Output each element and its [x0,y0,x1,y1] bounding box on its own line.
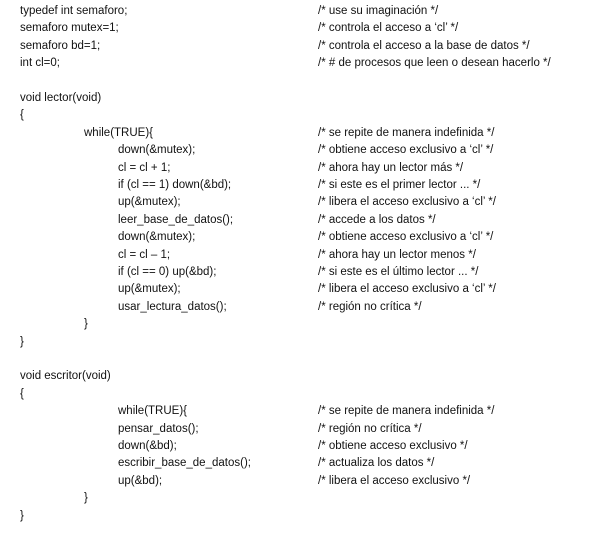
code-comment: /* controla el acceso a la base de datos */ [318,39,530,52]
code-comment: /* se repite de manera indefinida */ [318,405,495,418]
code-line [0,490,611,506]
code-comment: /* # de procesos que leen o desean hacerlo */ [318,57,551,70]
code-comment: /* controla el acceso a ‘cl’ */ [318,22,459,35]
code-line [0,316,611,332]
code-text: } [20,335,24,348]
code-line [0,334,611,350]
code-text: void lector(void) [20,92,102,104]
code-line [0,142,611,158]
code-line [0,281,611,297]
code-line [0,403,611,419]
code-text: cl = cl – 1; [118,248,171,261]
code-line [0,125,611,141]
code-comment: /* se repite de manera indefinida */ [318,126,495,139]
code-text: void escritor(void) [20,370,111,383]
code-text: up(&mutex); [118,196,181,209]
code-line [0,508,611,524]
code-text: } [84,318,88,331]
code-line [0,38,611,54]
code-line [0,177,611,193]
code-comment: /* región no crítica */ [318,422,422,435]
code-comment: /* región no crítica */ [318,300,422,313]
code-line [0,107,611,123]
code-comment: /* si este es el primer lector ... */ [318,179,481,191]
code-text: } [84,492,88,505]
code-comment: /* obtiene acceso exclusivo a ‘cl’ */ [318,144,494,157]
code-text: leer_base_de_datos(); [118,213,234,226]
code-comment: /* libera el acceso exclusivo a ‘cl’ */ [318,283,496,296]
code-line [0,194,611,210]
code-comment: /* obtiene acceso exclusivo a ‘cl’ */ [318,231,494,244]
code-line [0,3,611,19]
code-comment: /* use su imaginación */ [318,5,439,17]
code-line [0,438,611,454]
code-line [0,368,611,384]
code-comment: /* si este es el último lector ... */ [318,266,479,278]
code-line [0,473,611,489]
code-text: escribir_base_de_datos(); [118,457,251,470]
code-line [0,55,611,71]
code-text: cl = cl + 1; [118,161,171,174]
code-comment: /* ahora hay un lector menos */ [318,248,476,261]
code-text: pensar_datos(); [118,422,199,435]
code-text: { [20,109,24,122]
code-comment: /* actualiza los datos */ [318,457,435,470]
code-line [0,264,611,280]
code-text: while(TRUE){ [84,126,154,139]
code-line [0,299,611,315]
code-text: usar_lectura_datos(); [118,300,227,313]
code-text: } [20,509,24,522]
code-text: while(TRUE){ [118,405,188,418]
code-line [0,90,611,106]
code-text: semaforo mutex=1; [20,22,119,35]
code-line [0,247,611,263]
code-text: int cl=0; [20,57,60,70]
code-text: up(&mutex); [118,283,181,296]
code-line [0,229,611,245]
code-line [0,351,611,367]
code-text: up(&bd); [118,474,163,487]
code-line [0,73,611,89]
code-text: down(&mutex); [118,231,196,244]
code-text: semaforo bd=1; [20,39,101,52]
code-text: { [20,387,24,400]
code-line [0,421,611,437]
code-text: down(&mutex); [118,144,196,157]
code-line [0,386,611,402]
code-text: if (cl == 1) down(&bd); [118,179,232,191]
code-text: typedef int semaforo; [20,5,128,17]
code-comment: /* obtiene acceso exclusivo */ [318,440,468,452]
code-comment: /* ahora hay un lector más */ [318,161,464,174]
code-text: if (cl == 0) up(&bd); [118,266,217,278]
code-line [0,212,611,228]
code-line [0,160,611,176]
code-comment: /* accede a los datos */ [318,213,436,226]
code-line [0,20,611,36]
code-text: down(&bd); [118,440,177,452]
code-line [0,455,611,471]
code-comment: /* libera el acceso exclusivo a ‘cl’ */ [318,196,496,209]
code-comment: /* libera el acceso exclusivo */ [318,474,471,487]
